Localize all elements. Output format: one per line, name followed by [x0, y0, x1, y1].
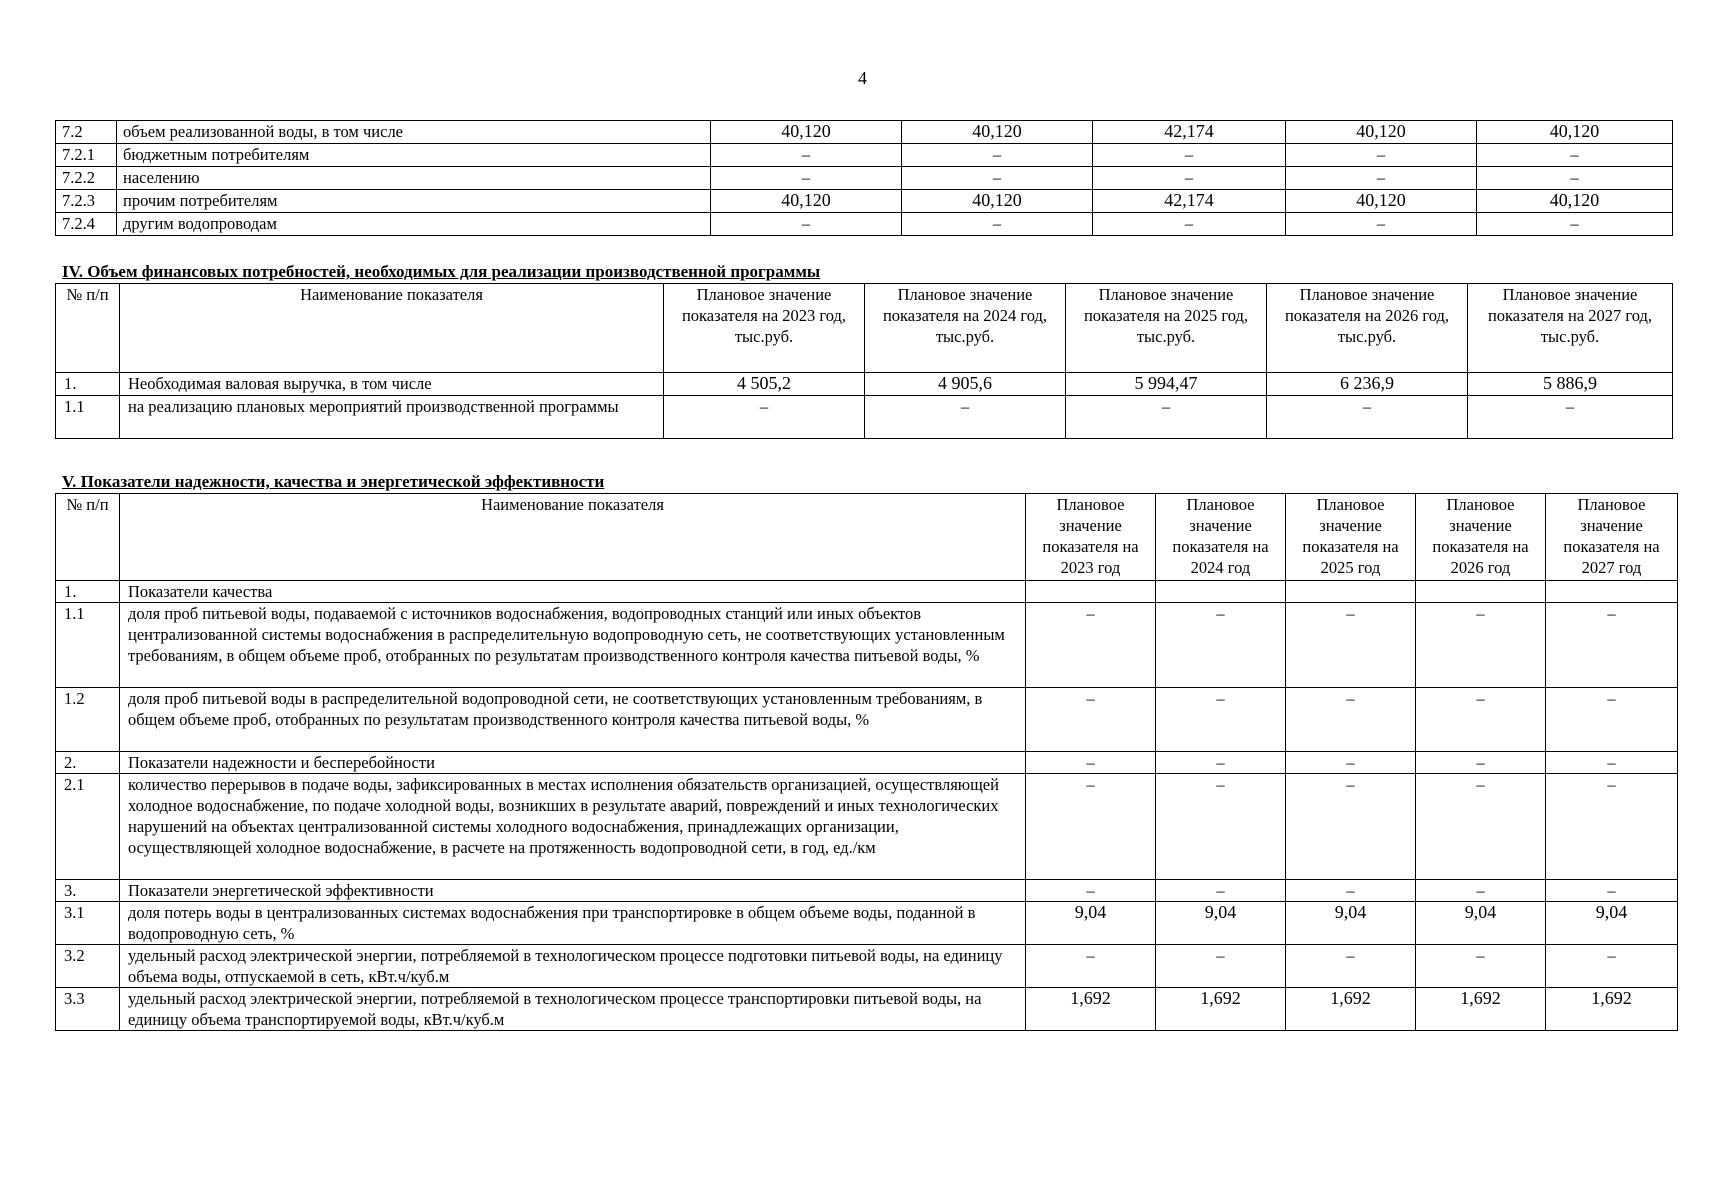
row-number: 7.2.3 [56, 190, 117, 213]
header-col-2024: Плановое значение показателя на 2024 год [1156, 494, 1286, 581]
value-cell: – [1546, 603, 1678, 688]
table-row [56, 167, 1673, 190]
financial-needs-table [55, 283, 1673, 439]
row-number: 3.1 [56, 902, 120, 945]
value-cell: – [1286, 213, 1477, 236]
table-row [56, 688, 1678, 752]
water-volume-table [55, 120, 1673, 236]
value-cell: – [1416, 752, 1546, 774]
value-cell: – [1546, 752, 1678, 774]
value-cell: 9,04 [1546, 902, 1678, 945]
section-v-title: V. Показатели надежности, качества и энергетической эффективности [62, 472, 605, 491]
value-cell: – [1093, 167, 1286, 190]
value-cell: 40,120 [1477, 190, 1673, 213]
value-cell: – [902, 213, 1093, 236]
row-name: Показатели качества [120, 581, 1026, 603]
row-name: удельный расход электрической энергии, потребляемой в технологическом процессе транспортировки питьевой воды, на единицу объема транспортируемой воды, кВт.ч/куб.м [120, 988, 1026, 1031]
table-row [56, 902, 1678, 945]
table-row [56, 945, 1678, 988]
value-cell: 1,692 [1416, 988, 1546, 1031]
value-cell: – [711, 167, 902, 190]
value-cell: – [1286, 688, 1416, 752]
table-row [56, 774, 1678, 880]
header-col-2025: Плановое значение показателя на 2025 год [1286, 494, 1416, 581]
row-number: 1. [56, 581, 120, 603]
row-name: бюджетным потребителям [117, 144, 711, 167]
value-cell: – [1026, 603, 1156, 688]
value-cell: – [902, 167, 1093, 190]
value-cell: – [1286, 945, 1416, 988]
value-cell: 40,120 [902, 190, 1093, 213]
header-num: № п/п [56, 284, 120, 373]
table-row [56, 988, 1678, 1031]
value-cell: – [1156, 774, 1286, 880]
table-row [56, 880, 1678, 902]
header-name: Наименование показателя [120, 494, 1026, 581]
header-col-2027: Плановое значение показателя на 2027 год, тыс.руб. [1468, 284, 1673, 373]
value-cell: 1,692 [1026, 988, 1156, 1031]
value-cell [1286, 581, 1416, 603]
row-name: прочим потребителям [117, 190, 711, 213]
value-cell: 9,04 [1156, 902, 1286, 945]
row-name: количество перерывов в подаче воды, зафиксированных в местах исполнения обязательств организацией, осуществляющей холодное водоснабжение, по подаче холодной воды, возникших в результате аварий, повреждений и иных технологических нарушений на объектах централизованной системы холодного водоснабжения, принадлежащих организации, осуществляющей холодное водоснабжение, в расчете на протяженность водопроводной сети, в год, ед./км [120, 774, 1026, 880]
value-cell: 42,174 [1093, 190, 1286, 213]
row-number: 3.2 [56, 945, 120, 988]
value-cell: – [1546, 688, 1678, 752]
value-cell: – [1026, 945, 1156, 988]
value-cell: – [1546, 945, 1678, 988]
value-cell: 9,04 [1026, 902, 1156, 945]
row-name: доля проб питьевой воды, подаваемой с источников водоснабжения, водопроводных станций или иных объектов централизованной системы водоснабжения в распределительную водопроводную сеть, не соответствующих установленным требованиям, в общем объеме проб, отобранных по результатам производственного контроля качества питьевой воды, % [120, 603, 1026, 688]
value-cell: – [711, 213, 902, 236]
value-cell: – [1093, 213, 1286, 236]
table-row [56, 190, 1673, 213]
row-number: 3. [56, 880, 120, 902]
value-cell: 40,120 [1286, 121, 1477, 144]
value-cell: – [1416, 688, 1546, 752]
value-cell: 5 994,47 [1066, 373, 1267, 396]
value-cell: – [1267, 396, 1468, 439]
header-col-2027: Плановое значение показателя на 2027 год [1546, 494, 1678, 581]
row-number: 3.3 [56, 988, 120, 1031]
value-cell: – [1066, 396, 1267, 439]
water-volume-rows [56, 121, 1673, 236]
row-number: 7.2.4 [56, 213, 117, 236]
value-cell: 40,120 [711, 190, 902, 213]
value-cell: 9,04 [1286, 902, 1416, 945]
value-cell: – [1026, 880, 1156, 902]
value-cell: 9,04 [1416, 902, 1546, 945]
value-cell: – [1156, 880, 1286, 902]
row-number: 2.1 [56, 774, 120, 880]
value-cell: 40,120 [1477, 121, 1673, 144]
value-cell: – [1468, 396, 1673, 439]
header-col-2025: Плановое значение показателя на 2025 год, тыс.руб. [1066, 284, 1267, 373]
table-row [56, 396, 1673, 439]
value-cell: – [1477, 167, 1673, 190]
header-col-2023: Плановое значение показателя на 2023 год [1026, 494, 1156, 581]
header-num: № п/п [56, 494, 120, 581]
value-cell: – [1546, 880, 1678, 902]
value-cell: – [1416, 880, 1546, 902]
row-name: населению [117, 167, 711, 190]
value-cell: – [1286, 752, 1416, 774]
value-cell [1156, 581, 1286, 603]
value-cell: – [1286, 880, 1416, 902]
value-cell: – [1156, 688, 1286, 752]
table-row [56, 213, 1673, 236]
value-cell [1416, 581, 1546, 603]
row-name: доля потерь воды в централизованных системах водоснабжения при транспортировке в общем объеме воды, поданной в водопроводную сеть, % [120, 902, 1026, 945]
row-name: удельный расход электрической энергии, потребляемой в технологическом процессе подготовки питьевой воды, на единицу объема воды, отпускаемой в сеть, кВт.ч/куб.м [120, 945, 1026, 988]
row-number: 2. [56, 752, 120, 774]
table-row [56, 603, 1678, 688]
value-cell: – [865, 396, 1066, 439]
row-name: доля проб питьевой воды в распределительной водопроводной сети, не соответствующих установленным требованиям, в общем объеме проб, отобранных по результатам производственного контроля качества питьевой воды, % [120, 688, 1026, 752]
value-cell: – [1286, 774, 1416, 880]
value-cell [1026, 581, 1156, 603]
table-row [56, 121, 1673, 144]
row-number: 7.2.1 [56, 144, 117, 167]
value-cell: – [1156, 752, 1286, 774]
value-cell: – [1026, 688, 1156, 752]
value-cell: 1,692 [1156, 988, 1286, 1031]
page-number: 4 [858, 68, 867, 88]
value-cell: – [711, 144, 902, 167]
value-cell: 40,120 [902, 121, 1093, 144]
header-name: Наименование показателя [120, 284, 664, 373]
value-cell: – [1416, 774, 1546, 880]
row-name: Показатели надежности и бесперебойности [120, 752, 1026, 774]
value-cell: – [1477, 144, 1673, 167]
value-cell: 1,692 [1286, 988, 1416, 1031]
section-iv-title: IV. Объем финансовых потребностей, необходимых для реализации производственной программы [62, 262, 821, 281]
table-row [56, 581, 1678, 603]
value-cell: 4 905,6 [865, 373, 1066, 396]
value-cell: – [1286, 144, 1477, 167]
value-cell: 40,120 [711, 121, 902, 144]
value-cell: 42,174 [1093, 121, 1286, 144]
value-cell: 5 886,9 [1468, 373, 1673, 396]
value-cell: – [1026, 752, 1156, 774]
value-cell: – [1026, 774, 1156, 880]
row-name: на реализацию плановых мероприятий производственной программы [120, 396, 664, 439]
header-col-2024: Плановое значение показателя на 2024 год, тыс.руб. [865, 284, 1066, 373]
row-name: Показатели энергетической эффективности [120, 880, 1026, 902]
value-cell: – [1093, 144, 1286, 167]
header-col-2023: Плановое значение показателя на 2023 год, тыс.руб. [664, 284, 865, 373]
table-header-row [56, 494, 1678, 581]
value-cell: – [1156, 603, 1286, 688]
value-cell: 1,692 [1546, 988, 1678, 1031]
value-cell: – [1286, 603, 1416, 688]
value-cell: 6 236,9 [1267, 373, 1468, 396]
row-number: 7.2 [56, 121, 117, 144]
table-row [56, 752, 1678, 774]
row-name: Необходимая валовая выручка, в том числе [120, 373, 664, 396]
table-row [56, 373, 1673, 396]
value-cell: – [1477, 213, 1673, 236]
value-cell [1546, 581, 1678, 603]
row-number: 1. [56, 373, 120, 396]
header-col-2026: Плановое значение показателя на 2026 год [1416, 494, 1546, 581]
row-name: другим водопроводам [117, 213, 711, 236]
value-cell: – [902, 144, 1093, 167]
value-cell: – [1416, 945, 1546, 988]
row-number: 1.2 [56, 688, 120, 752]
table-row [56, 144, 1673, 167]
value-cell: – [664, 396, 865, 439]
table-header-row [56, 284, 1673, 373]
value-cell: 4 505,2 [664, 373, 865, 396]
row-number: 1.1 [56, 396, 120, 439]
value-cell: – [1546, 774, 1678, 880]
row-number: 1.1 [56, 603, 120, 688]
value-cell: 40,120 [1286, 190, 1477, 213]
value-cell: – [1286, 167, 1477, 190]
row-number: 7.2.2 [56, 167, 117, 190]
value-cell: – [1416, 603, 1546, 688]
value-cell: – [1156, 945, 1286, 988]
row-name: объем реализованной воды, в том числе [117, 121, 711, 144]
reliability-quality-table [55, 493, 1678, 1031]
header-col-2026: Плановое значение показателя на 2026 год, тыс.руб. [1267, 284, 1468, 373]
